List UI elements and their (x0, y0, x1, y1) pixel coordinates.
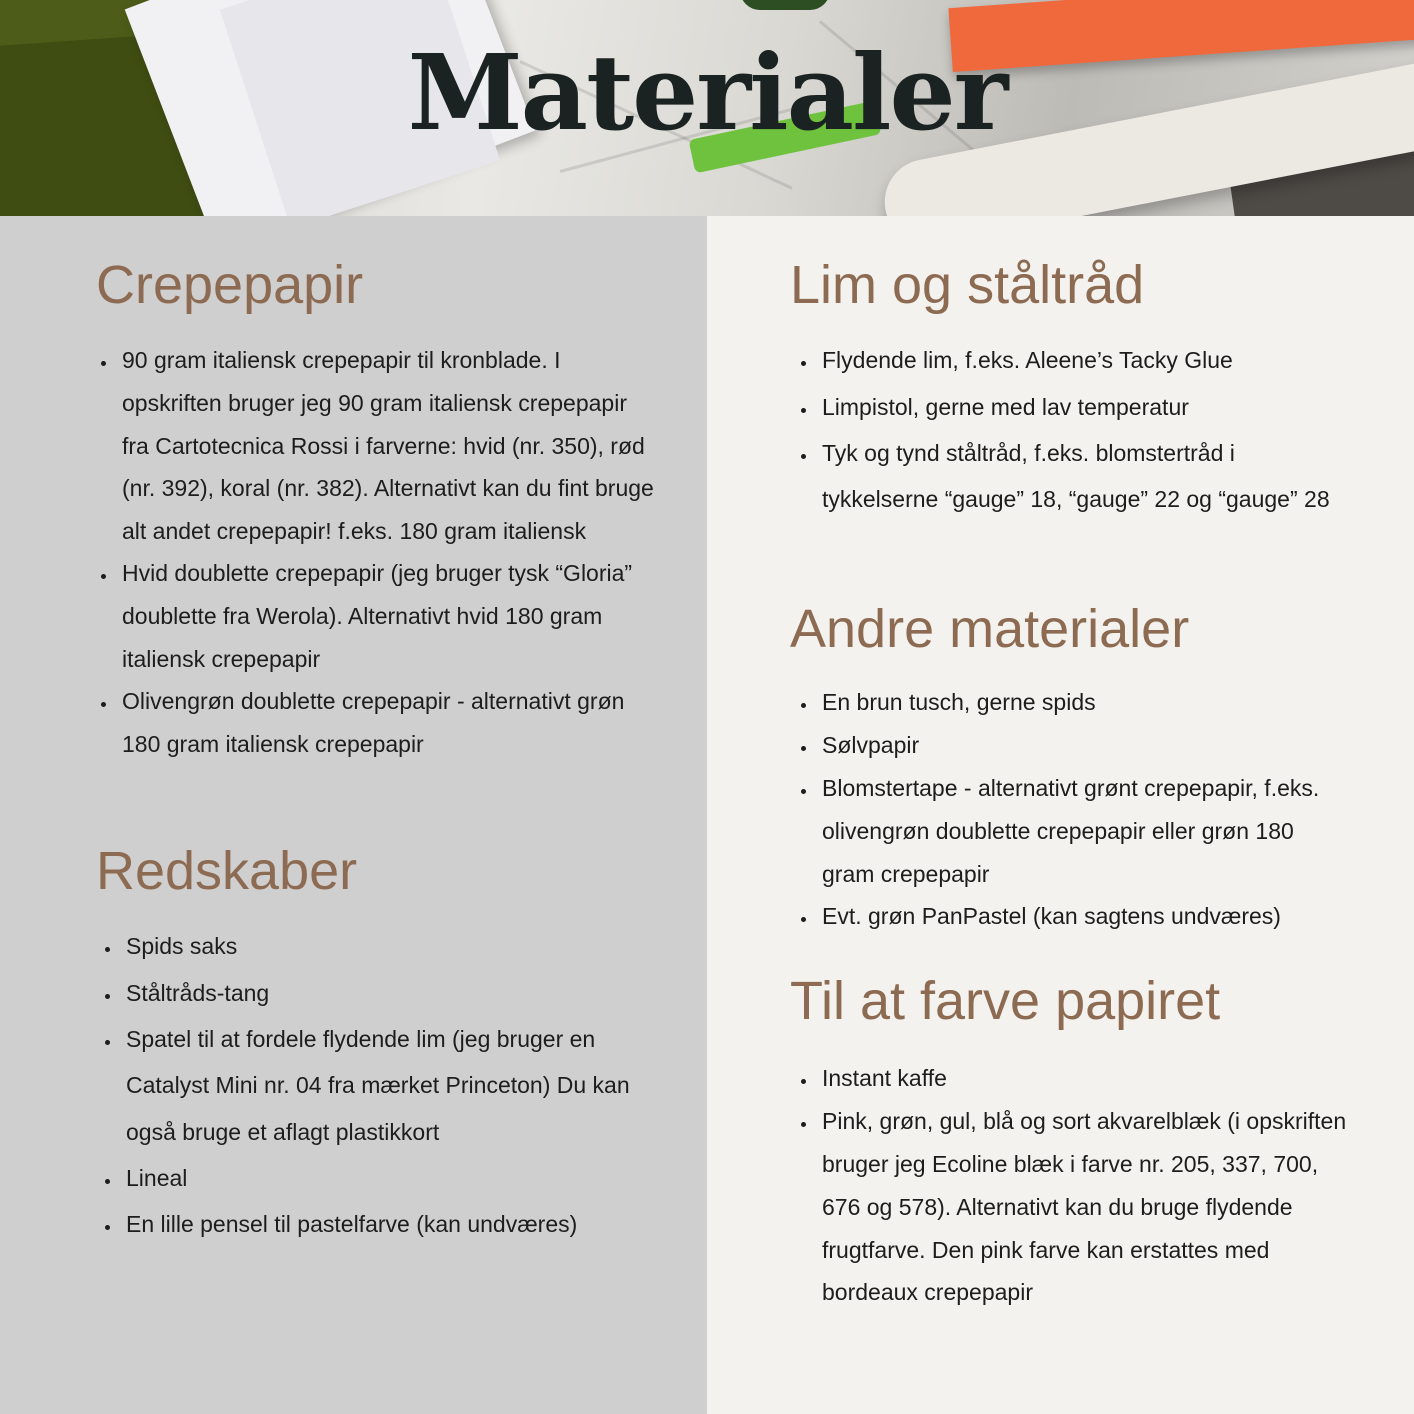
section-heading: Andre materialer (790, 599, 1190, 659)
list-item: • Ståltråds-tang (122, 970, 656, 1016)
list-item: • Spatel til at fordele flydende lim (jeg bruger en Catalyst Mini nr. 04 fra mærket Princeton) Du kan også bruge et aflagt plastikkort (122, 1016, 656, 1155)
list-item: • Hvid doublette crepepapir (jeg bruger tysk “Gloria” doublette fra Werola). Alternativt hvid 180 gram italiensk crepepapir (118, 552, 656, 680)
list-item: • En brun tusch, gerne spids (818, 681, 1350, 724)
section-heading: Til at farve papiret (790, 971, 1221, 1031)
list-item: • 90 gram italiensk crepepapir til kronblade. I opskriften bruger jeg 90 gram italiensk crepepapir fra Cartotecnica Rossi i farverne: hvid (nr. 350), rød (nr. 392), koral (nr. 382). Alternativt kan du fint bruge alt andet crepepapir! f.eks. 180 gram italiensk (118, 339, 656, 552)
list-item: • Evt. grøn PanPastel (kan sagtens undværes) (818, 895, 1350, 938)
list-item: • En lille pensel til pastelfarve (kan undværes) (122, 1201, 656, 1247)
section-farve (790, 972, 1350, 1314)
redskaber-list (96, 923, 656, 1247)
list-item: • Instant kaffe (818, 1057, 1350, 1100)
page-title: Materialer (407, 31, 1007, 154)
list-item: • Tyk og tynd ståltråd, f.eks. blomstertråd i tykkelserne “gauge” 18, “gauge” 22 og “gauge” 28 (818, 430, 1350, 523)
section-lim (790, 256, 1350, 523)
section-heading: Redskaber (96, 841, 358, 901)
lim-list (790, 337, 1350, 522)
section-redskaber (96, 842, 656, 1247)
section-heading: Crepepapir (96, 255, 364, 315)
list-item: • Limpistol, gerne med lav temperatur (818, 384, 1350, 430)
list-item: • Sølvpapir (818, 724, 1350, 767)
section-crepepapir (96, 256, 656, 765)
list-item: • Spids saks (122, 923, 656, 969)
list-item: • Lineal (122, 1155, 656, 1201)
andre-list (790, 681, 1350, 938)
section-andre (790, 600, 1350, 938)
crepepapir-list (96, 339, 656, 765)
farve-list (790, 1057, 1350, 1314)
green-ribbon-roll (740, 0, 830, 10)
section-heading: Lim og ståltråd (790, 255, 1145, 315)
list-item: • Olivengrøn doublette crepepapir - alternativt grøn 180 gram italiensk crepepapir (118, 680, 656, 765)
header-photo (0, 0, 1414, 216)
list-item: • Pink, grøn, gul, blå og sort akvarelblæk (i opskriften bruger jeg Ecoline blæk i farve nr. 205, 337, 700, 676 og 578). Alternativt kan du bruge flydende frugtfarve. Den pink farve kan erstattes med bordeaux crepepapir (818, 1100, 1350, 1314)
list-item: • Blomstertape - alternativt grønt crepepapir, f.eks. olivengrøn doublette crepepapir eller grøn 180 gram crepepapir (818, 767, 1350, 895)
list-item: • Flydende lim, f.eks. Aleene’s Tacky Glue (818, 337, 1350, 383)
